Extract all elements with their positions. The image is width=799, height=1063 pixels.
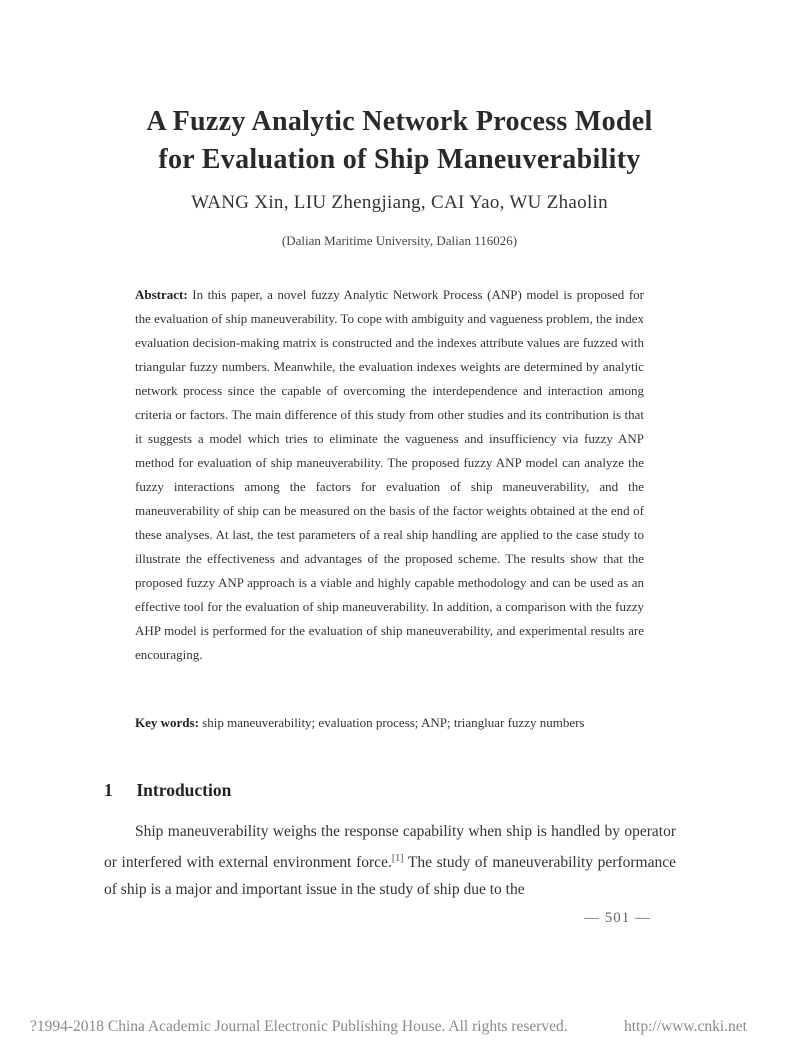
paper-title-line-2: for Evaluation of Ship Maneuverability xyxy=(158,144,641,175)
section-heading xyxy=(104,780,231,801)
affiliation: (Dalian Maritime University, Dalian 116026) xyxy=(281,233,518,248)
paper-title-line-1: A Fuzzy Analytic Network Process Model xyxy=(146,106,653,137)
keywords-label: Key words: xyxy=(135,715,199,730)
section-number: 1 xyxy=(104,780,113,800)
page-number: — 501 — xyxy=(584,910,651,926)
keywords xyxy=(135,715,644,731)
intro-text-part-2: The study of maneuverability performance of ship is a major and important issue in the study of ship due to the xyxy=(104,854,676,898)
author-list: WANG Xin, LIU Zhengjiang, CAI Yao, WU Zhaolin xyxy=(191,192,608,213)
abstract-text: In this paper, a novel fuzzy Analytic Network Process (ANP) model is proposed for the evaluation of ship maneuverability. To cope with ambiguity and vagueness problem, the index evaluation decision-making matrix is constructed and the indexes attribute values are fuzzed with triangular fuzzy numbers. Meanwhile, the evaluation indexes weights are determined by analytic network process since the capable of overcoming the interdependence and interaction among criteria or factors. The main difference of this study from other studies and its contribution is that it suggests a model which tries to eliminate the vagueness and insufficiency via fuzzy ANP method for evaluation of ship maneuverability. The proposed fuzzy ANP model can analyze the fuzzy interactions among the factors for evaluation of ship maneuverability, and the maneuverability of ship can be measured on the basis of the factor weights obtained at the end of these analyses. At last, the test parameters of a real ship handling are applied to the case study to illustrate the effectiveness and advantages of the proposed scheme. The results show that the proposed fuzzy ANP approach is a viable and highly capable methodology and can be used as an effective tool for the evaluation of ship maneuverability. In addition, a comparison with the fuzzy AHP model is performed for the evaluation of ship maneuverability, and experimental results are encouraging. xyxy=(135,287,644,662)
footer-url[interactable]: http://www.cnki.net xyxy=(624,1018,747,1035)
intro-text-part-1: Ship maneuverability weighs the response capability when ship is handled by operator or interfered with external environment force. xyxy=(104,823,676,871)
abstract xyxy=(135,283,644,667)
intro-paragraph xyxy=(104,818,676,903)
section-title: Introduction xyxy=(136,780,232,800)
keywords-text: ship maneuverability; evaluation process; ANP; triangluar fuzzy numbers xyxy=(202,715,585,730)
footer-copyright: ?1994-2018 China Academic Journal Electronic Publishing House. All rights reserved. xyxy=(30,1018,568,1035)
footer xyxy=(30,1018,770,1036)
citation-reference[interactable]: [1] xyxy=(391,853,404,864)
abstract-label: Abstract: xyxy=(135,287,188,302)
